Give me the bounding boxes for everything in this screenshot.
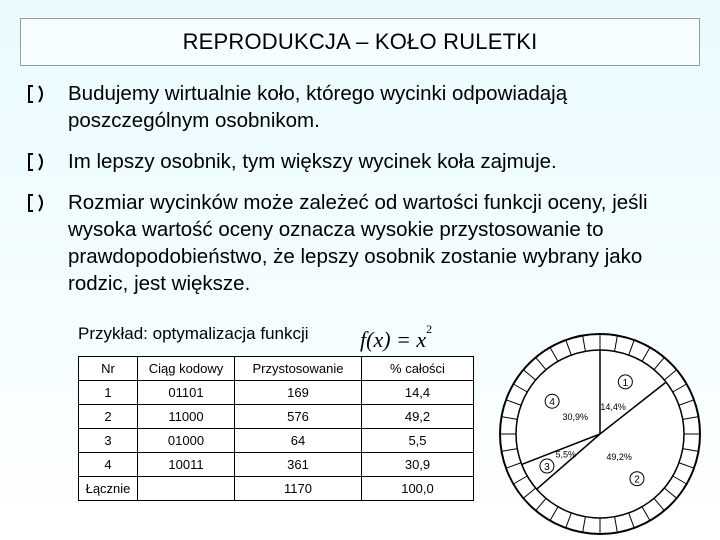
formula xyxy=(360,322,460,352)
table-cell: 64 xyxy=(235,429,362,453)
table-cell: 10011 xyxy=(138,453,235,477)
table-cell: 5,5 xyxy=(362,429,474,453)
slide-title: REPRODUKCJA – KOŁO RULETKI xyxy=(20,18,700,66)
bullet-item xyxy=(20,80,700,134)
column-header: Przystosowanie xyxy=(235,357,362,381)
bullet-item xyxy=(20,189,700,297)
table-cell: 1 xyxy=(79,381,138,405)
table-header-row xyxy=(79,357,474,381)
slice-percent-label: 5,5% xyxy=(555,449,577,460)
formula-main: f(x) = x xyxy=(360,327,427,352)
table-cell: 4 xyxy=(79,453,138,477)
table-cell: 100,0 xyxy=(362,477,474,501)
table-cell: 01101 xyxy=(138,381,235,405)
fitness-table xyxy=(78,356,474,501)
example-label: Przykład: optymalizacja funkcji xyxy=(78,324,309,343)
table-cell: 3 xyxy=(79,429,138,453)
table-cell: 49,2 xyxy=(362,405,474,429)
table-cell: 30,9 xyxy=(362,453,474,477)
column-header: % całości xyxy=(362,357,474,381)
column-header: Nr xyxy=(79,357,138,381)
table-cell: 2 xyxy=(79,405,138,429)
slice-percent-label: 14,4% xyxy=(600,402,626,413)
bullet-bracket-icon xyxy=(26,152,46,172)
table-cell: 361 xyxy=(235,453,362,477)
table-cell xyxy=(138,477,235,501)
table-row xyxy=(79,405,474,429)
table-total-row xyxy=(79,477,474,501)
slice-number-label: 2 xyxy=(634,474,640,486)
roulette-wheel xyxy=(494,328,710,536)
bullet-text: Rozmiar wycinków może zależeć od wartości funkcji oceny, jeśli wysoka wartość oceny oznacza wysokie przystosowanie to prawdopodobieństwo, że lepszy osobnik zostanie wybrany jako rodzic, jest większe. xyxy=(68,191,648,295)
slice-number-label: 1 xyxy=(622,377,629,389)
table-cell: 11000 xyxy=(138,405,235,429)
table-cell: 14,4 xyxy=(362,381,474,405)
bullet-text: Budujemy wirtualnie koło, którego wycinki odpowiadają poszczególnym osobnikom. xyxy=(68,82,568,132)
slice-percent-label: 49,2% xyxy=(606,452,632,463)
slice-percent-label: 30,9% xyxy=(562,412,589,423)
bullet-bracket-icon xyxy=(26,84,46,104)
table-row xyxy=(79,453,474,477)
table-row xyxy=(79,429,474,453)
table-cell: 1170 xyxy=(235,477,362,501)
formula-exponent: 2 xyxy=(426,322,433,336)
slice-number-label: 3 xyxy=(544,462,550,474)
table-row xyxy=(79,381,474,405)
bullet-list xyxy=(20,80,700,311)
table-cell: Łącznie xyxy=(79,477,138,501)
table-cell: 576 xyxy=(235,405,362,429)
table-cell: 01000 xyxy=(138,429,235,453)
bullet-item xyxy=(20,148,700,175)
bullet-text: Im lepszy osobnik, tym większy wycinek koła zajmuje. xyxy=(68,150,557,173)
slice-number-label: 4 xyxy=(549,397,555,409)
table-cell: 169 xyxy=(235,381,362,405)
column-header: Ciąg kodowy xyxy=(138,357,235,381)
bullet-bracket-icon xyxy=(26,193,46,213)
